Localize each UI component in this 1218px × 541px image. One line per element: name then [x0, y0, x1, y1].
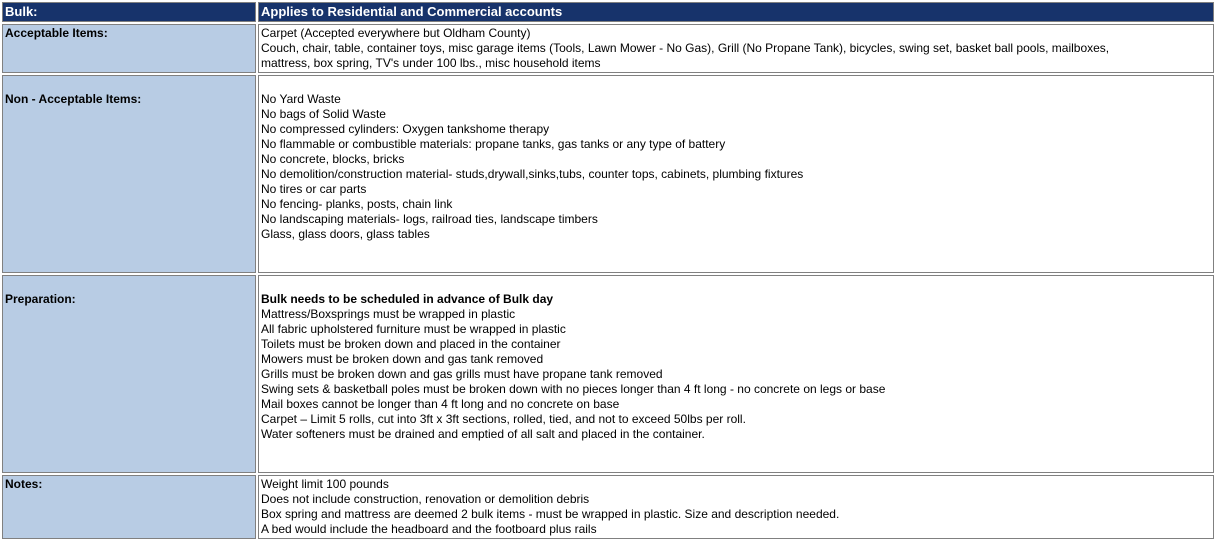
non-acceptable-content [258, 75, 1214, 273]
preparation-line: Swing sets & basketball poles must be broken down with no pieces longer than 4 ft long - no concrete on legs or base [261, 382, 886, 396]
preparation-label: Preparation: [2, 275, 256, 473]
notes-line: A bed would include the headboard and the footboard plus rails [261, 522, 597, 536]
non-acceptable-line: Glass, glass doors, glass tables [261, 227, 430, 241]
notes-line: Does not include construction, renovation or demolition debris [261, 492, 590, 506]
acceptable-line: Couch, chair, table, container toys, misc garage items (Tools, Lawn Mower - No Gas), Grill (No Propane Tank), bicycles, swing set, basket ball pools, mailboxes, [261, 41, 1110, 55]
non-acceptable-line: No bags of Solid Waste [261, 107, 386, 121]
preparation-line: All fabric upholstered furniture must be wrapped in plastic [261, 322, 566, 336]
header-label: Bulk: [2, 2, 256, 22]
acceptable-line: mattress, box spring, TV's under 100 lbs., misc household items [261, 56, 601, 70]
preparation-line: Mowers must be broken down and gas tank removed [261, 352, 544, 366]
non-acceptable-line: No flammable or combustible materials: propane tanks, gas tanks or any type of battery [261, 137, 726, 151]
non-acceptable-row [2, 75, 1214, 273]
preparation-line: Grills must be broken down and gas grills must have propane tank removed [261, 367, 663, 381]
non-acceptable-line: No fencing- planks, posts, chain link [261, 197, 453, 211]
acceptable-label: Acceptable Items: [2, 24, 256, 73]
preparation-content [258, 275, 1214, 473]
notes-row [2, 475, 1214, 539]
non-acceptable-line: No demolition/construction material- studs,drywall,sinks,tubs, counter tops, cabinets, plumbing fixtures [261, 167, 804, 181]
preparation-heading: Bulk needs to be scheduled in advance of Bulk day [261, 292, 554, 306]
acceptable-content [258, 24, 1214, 73]
non-acceptable-label: Non - Acceptable Items: [2, 75, 256, 273]
non-acceptable-line: No Yard Waste [261, 92, 341, 106]
acceptable-row [2, 24, 1214, 73]
preparation-line: Mattress/Boxsprings must be wrapped in plastic [261, 307, 516, 321]
preparation-line: Toilets must be broken down and placed in the container [261, 337, 561, 351]
preparation-row [2, 275, 1214, 473]
non-acceptable-line: No landscaping materials- logs, railroad ties, landscape timbers [261, 212, 598, 226]
preparation-line: Carpet – Limit 5 rolls, cut into 3ft x 3ft sections, rolled, tied, and not to exceed 50lbs per roll. [261, 412, 746, 426]
notes-line: Weight limit 100 pounds [261, 477, 389, 491]
non-acceptable-line: No compressed cylinders: Oxygen tankshome therapy [261, 122, 550, 136]
non-acceptable-line: No tires or car parts [261, 182, 367, 196]
preparation-line: Mail boxes cannot be longer than 4 ft long and no concrete on base [261, 397, 620, 411]
notes-line: Box spring and mattress are deemed 2 bulk items - must be wrapped in plastic. Size and description needed. [261, 507, 840, 521]
acceptable-line: Carpet (Accepted everywhere but Oldham County) [261, 26, 531, 40]
preparation-line: Water softeners must be drained and emptied of all salt and placed in the container. [261, 427, 705, 441]
notes-label: Notes: [2, 475, 256, 539]
non-acceptable-line: No concrete, blocks, bricks [261, 152, 405, 166]
header-row [2, 2, 1214, 22]
notes-content [258, 475, 1214, 539]
header-title: Applies to Residential and Commercial accounts [258, 2, 1214, 22]
